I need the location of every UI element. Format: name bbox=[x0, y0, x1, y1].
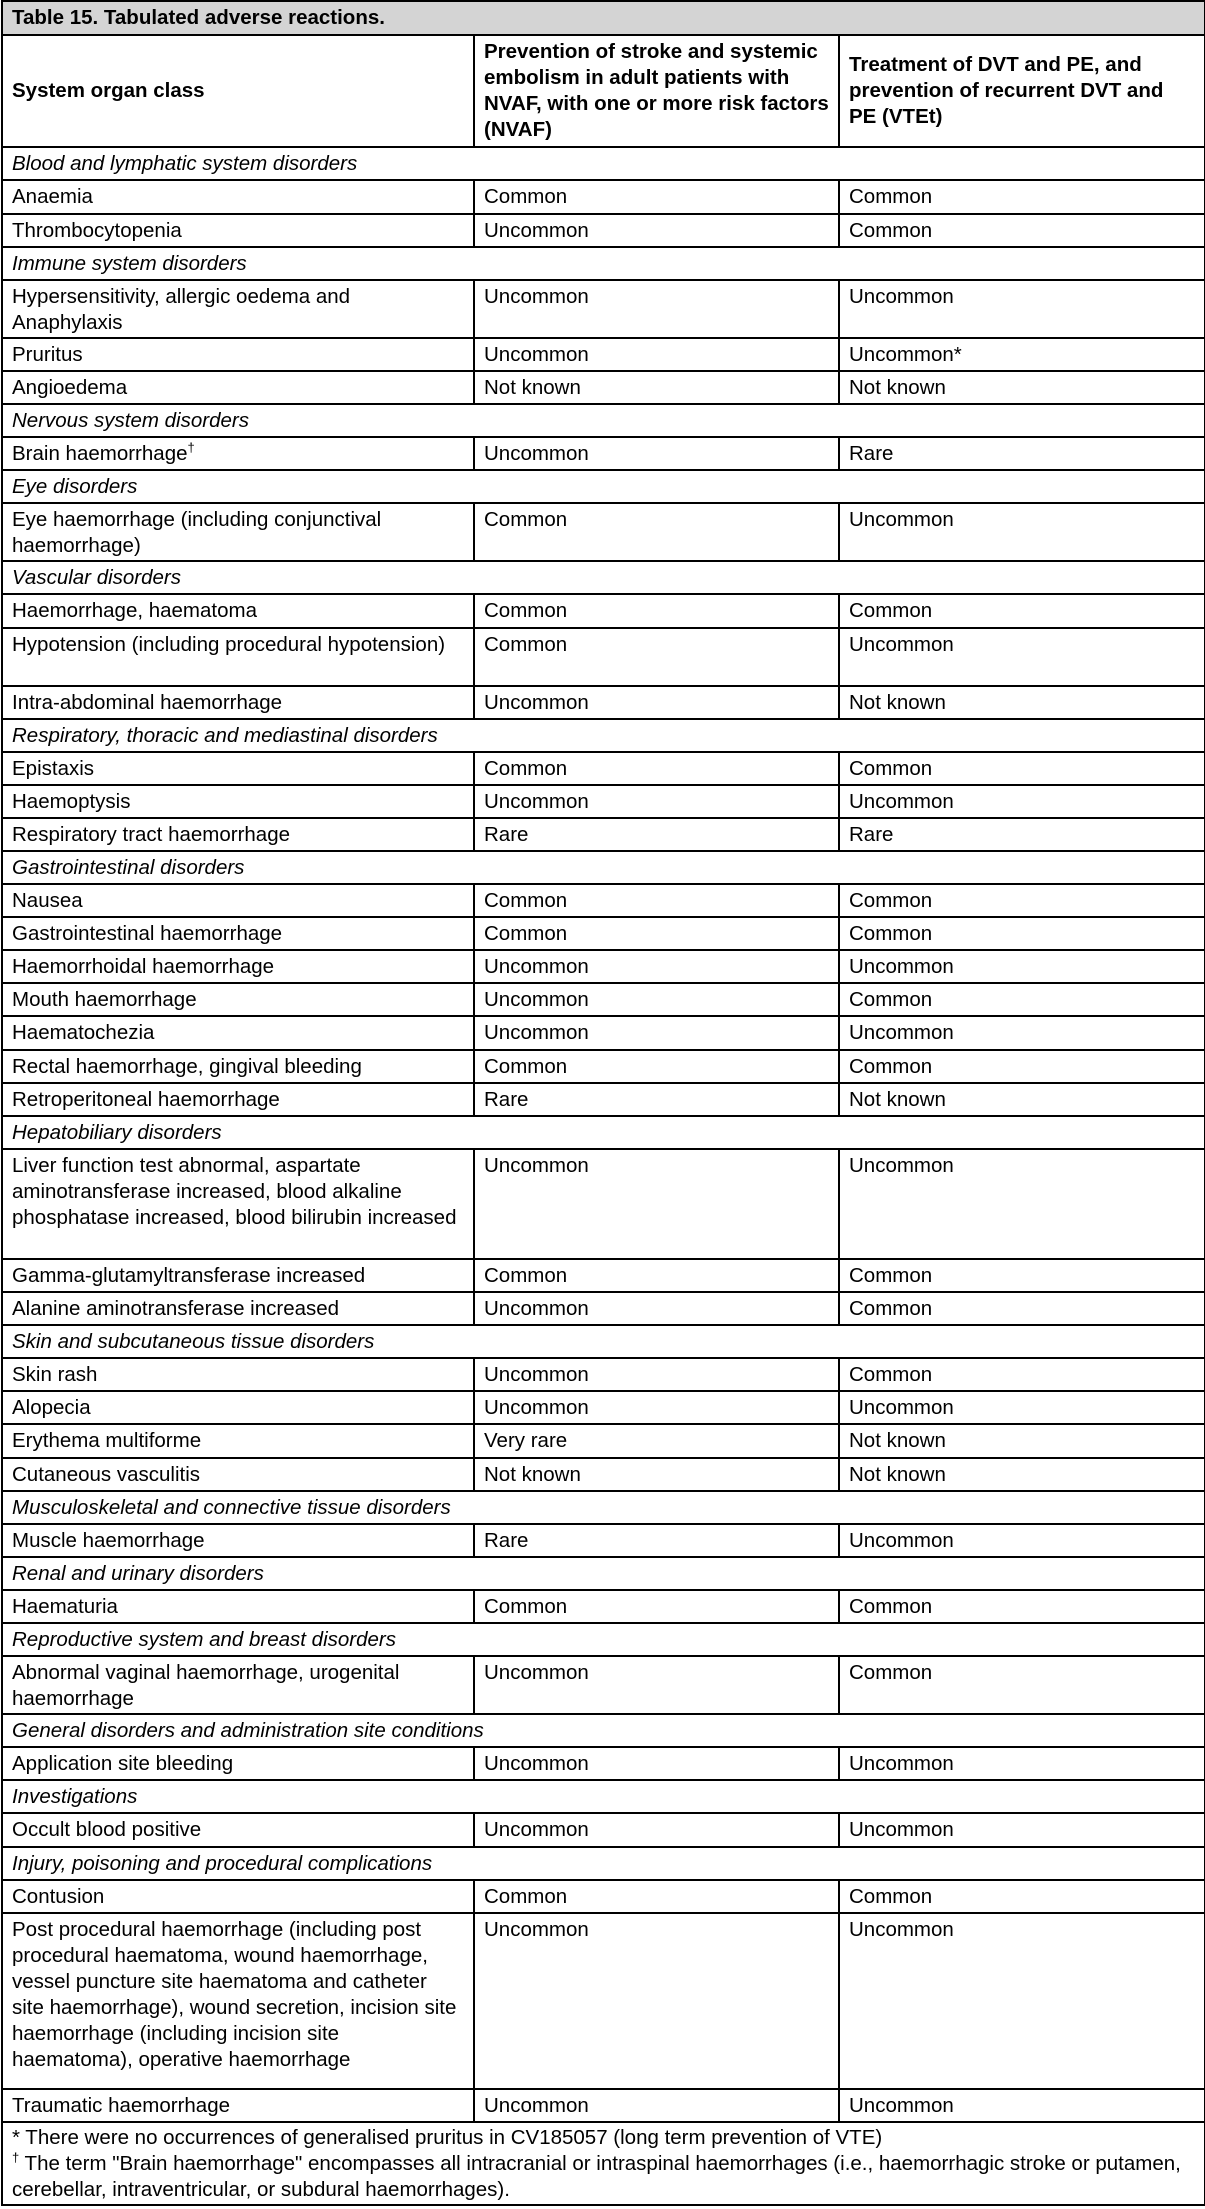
reaction-name: Hypotension (including procedural hypotension) bbox=[12, 632, 446, 656]
reaction-name: Post procedural haemorrhage (including post procedural haematoma, wound haemorrhage, vessel puncture site haematoma and catheter site haemorrhage), wound secretion, incision site haemorrhage (including incision site haematoma), operative haemorrhage bbox=[12, 1917, 457, 2071]
footnote bbox=[12, 2151, 1195, 2203]
vtet-frequency: Common bbox=[839, 1259, 1205, 1292]
table-row bbox=[2, 983, 1205, 1016]
nvaf-frequency: Common bbox=[474, 503, 839, 561]
table-row bbox=[2, 785, 1205, 818]
vtet-frequency: Common bbox=[839, 917, 1205, 950]
reaction-cell bbox=[2, 917, 474, 950]
nvaf-frequency: Rare bbox=[474, 818, 839, 851]
reaction-name: Haemorrhage, haematoma bbox=[12, 599, 257, 623]
reaction-cell bbox=[2, 752, 474, 785]
nvaf-frequency: Common bbox=[474, 917, 839, 950]
vtet-frequency: Uncommon bbox=[839, 1913, 1205, 2089]
table-row bbox=[2, 752, 1205, 785]
reaction-cell bbox=[2, 1590, 474, 1623]
category-row bbox=[2, 1491, 1205, 1524]
table-row bbox=[2, 1590, 1205, 1623]
vtet-frequency: Not known bbox=[839, 1458, 1205, 1491]
category-label: Immune system disorders bbox=[2, 247, 1205, 280]
reaction-cell bbox=[2, 1292, 474, 1325]
reaction-cell bbox=[2, 1524, 474, 1557]
nvaf-frequency: Uncommon bbox=[474, 1747, 839, 1780]
reaction-name: Contusion bbox=[12, 1884, 105, 1908]
nvaf-frequency: Uncommon bbox=[474, 437, 839, 470]
nvaf-frequency: Common bbox=[474, 1050, 839, 1083]
vtet-frequency: Uncommon bbox=[839, 1391, 1205, 1424]
nvaf-frequency: Uncommon bbox=[474, 2089, 839, 2122]
table-row bbox=[2, 503, 1205, 561]
reaction-cell bbox=[2, 1358, 474, 1391]
reaction-cell bbox=[2, 371, 474, 404]
reaction-name: Rectal haemorrhage, gingival bleeding bbox=[12, 1054, 362, 1078]
reaction-cell bbox=[2, 1458, 474, 1491]
vtet-frequency: Rare bbox=[839, 437, 1205, 470]
adverse-reactions-table bbox=[1, 0, 1205, 2206]
reaction-cell bbox=[2, 1050, 474, 1083]
category-row bbox=[2, 470, 1205, 503]
reaction-cell bbox=[2, 437, 474, 470]
footnote-mark: † bbox=[12, 2150, 20, 2166]
nvaf-frequency: Uncommon bbox=[474, 950, 839, 983]
vtet-frequency: Uncommon bbox=[839, 1747, 1205, 1780]
category-row bbox=[2, 1847, 1205, 1880]
nvaf-frequency: Uncommon bbox=[474, 1813, 839, 1846]
reaction-name: Anaemia bbox=[12, 185, 93, 209]
reaction-cell bbox=[2, 1016, 474, 1049]
table-row bbox=[2, 628, 1205, 686]
reaction-name: Muscle haemorrhage bbox=[12, 1528, 205, 1552]
reaction-cell bbox=[2, 1880, 474, 1913]
table-row bbox=[2, 1913, 1205, 2089]
vtet-frequency: Not known bbox=[839, 1424, 1205, 1457]
footnote-mark: * bbox=[12, 2126, 20, 2150]
nvaf-frequency: Uncommon bbox=[474, 1016, 839, 1049]
category-label: Renal and urinary disorders bbox=[2, 1557, 1205, 1590]
category-label: Respiratory, thoracic and mediastinal disorders bbox=[2, 719, 1205, 752]
vtet-frequency: Uncommon bbox=[839, 503, 1205, 561]
vtet-frequency: Uncommon bbox=[839, 1016, 1205, 1049]
nvaf-frequency: Common bbox=[474, 884, 839, 917]
category-row bbox=[2, 1116, 1205, 1149]
nvaf-frequency: Uncommon bbox=[474, 1358, 839, 1391]
category-row bbox=[2, 1557, 1205, 1590]
vtet-frequency: Uncommon bbox=[839, 2089, 1205, 2122]
reaction-name: Thrombocytopenia bbox=[12, 218, 182, 242]
reaction-name: Retroperitoneal haemorrhage bbox=[12, 1087, 280, 1111]
table-row bbox=[2, 1524, 1205, 1557]
reaction-name: Haematuria bbox=[12, 1594, 118, 1618]
nvaf-frequency: Common bbox=[474, 1880, 839, 1913]
category-label: Hepatobiliary disorders bbox=[2, 1116, 1205, 1149]
reaction-cell bbox=[2, 503, 474, 561]
category-label: Vascular disorders bbox=[2, 561, 1205, 594]
category-label: Nervous system disorders bbox=[2, 404, 1205, 437]
table-row bbox=[2, 1083, 1205, 1116]
reaction-cell bbox=[2, 1149, 474, 1259]
vtet-frequency: Common bbox=[839, 752, 1205, 785]
nvaf-frequency: Common bbox=[474, 1259, 839, 1292]
reaction-cell bbox=[2, 338, 474, 371]
vtet-frequency: Not known bbox=[839, 1083, 1205, 1116]
nvaf-frequency: Uncommon bbox=[474, 1913, 839, 2089]
reaction-cell bbox=[2, 1259, 474, 1292]
reaction-name: Skin rash bbox=[12, 1363, 98, 1387]
category-label: Musculoskeletal and connective tissue disorders bbox=[2, 1491, 1205, 1524]
table-body bbox=[2, 1, 1205, 2205]
nvaf-frequency: Uncommon bbox=[474, 338, 839, 371]
reaction-cell bbox=[2, 1813, 474, 1846]
reaction-name: Alopecia bbox=[12, 1396, 91, 1420]
reaction-name: Haemoptysis bbox=[12, 789, 131, 813]
reaction-cell bbox=[2, 628, 474, 686]
nvaf-frequency: Common bbox=[474, 180, 839, 213]
reaction-name: Gastrointestinal haemorrhage bbox=[12, 922, 283, 946]
nvaf-frequency: Uncommon bbox=[474, 1391, 839, 1424]
table-row bbox=[2, 818, 1205, 851]
table-row bbox=[2, 1149, 1205, 1259]
table-row bbox=[2, 1050, 1205, 1083]
reaction-name: Brain haemorrhage bbox=[12, 442, 188, 466]
table-row bbox=[2, 1880, 1205, 1913]
category-row bbox=[2, 247, 1205, 280]
header-vtet: Treatment of DVT and PE, and prevention of recurrent DVT and PE (VTEt) bbox=[839, 35, 1205, 147]
reaction-name: Erythema multiforme bbox=[12, 1429, 202, 1453]
reaction-cell bbox=[2, 884, 474, 917]
reaction-name: Pruritus bbox=[12, 342, 83, 366]
category-label: Injury, poisoning and procedural complications bbox=[2, 1847, 1205, 1880]
nvaf-frequency: Not known bbox=[474, 1458, 839, 1491]
table-row bbox=[2, 1292, 1205, 1325]
table-row bbox=[2, 884, 1205, 917]
table-row bbox=[2, 180, 1205, 213]
vtet-frequency: Uncommon bbox=[839, 1149, 1205, 1259]
nvaf-frequency: Uncommon bbox=[474, 1292, 839, 1325]
reaction-cell bbox=[2, 983, 474, 1016]
reaction-name: Gamma-glutamyltransferase increased bbox=[12, 1264, 366, 1288]
vtet-frequency: Common bbox=[839, 1050, 1205, 1083]
vtet-frequency: Common bbox=[839, 884, 1205, 917]
reaction-name: Application site bleeding bbox=[12, 1752, 234, 1776]
category-label: Eye disorders bbox=[2, 470, 1205, 503]
caption-row bbox=[2, 1, 1205, 35]
header-system-organ-class: System organ class bbox=[2, 35, 474, 147]
nvaf-frequency: Uncommon bbox=[474, 686, 839, 719]
category-label: Gastrointestinal disorders bbox=[2, 851, 1205, 884]
vtet-frequency: Uncommon bbox=[839, 950, 1205, 983]
vtet-frequency: Uncommon* bbox=[839, 338, 1205, 371]
nvaf-frequency: Common bbox=[474, 1590, 839, 1623]
vtet-frequency: Common bbox=[839, 1292, 1205, 1325]
nvaf-frequency: Uncommon bbox=[474, 1149, 839, 1259]
vtet-frequency: Uncommon bbox=[839, 1813, 1205, 1846]
reaction-cell bbox=[2, 950, 474, 983]
category-label: Reproductive system and breast disorders bbox=[2, 1623, 1205, 1656]
reaction-name: Haematochezia bbox=[12, 1021, 155, 1045]
vtet-frequency: Common bbox=[839, 214, 1205, 247]
table-row bbox=[2, 950, 1205, 983]
vtet-frequency: Rare bbox=[839, 818, 1205, 851]
reaction-name: Alanine aminotransferase increased bbox=[12, 1297, 340, 1321]
category-row bbox=[2, 147, 1205, 180]
reaction-cell bbox=[2, 180, 474, 213]
category-row bbox=[2, 404, 1205, 437]
reaction-cell bbox=[2, 1913, 474, 2089]
vtet-frequency: Common bbox=[839, 1358, 1205, 1391]
category-row bbox=[2, 719, 1205, 752]
footnote-text: There were no occurrences of generalised pruritus in CV185057 (long term prevention of VTE) bbox=[19, 2126, 883, 2150]
nvaf-frequency: Uncommon bbox=[474, 1656, 839, 1714]
reaction-cell bbox=[2, 1656, 474, 1714]
table-row bbox=[2, 338, 1205, 371]
category-label: Investigations bbox=[2, 1780, 1205, 1813]
vtet-frequency: Uncommon bbox=[839, 628, 1205, 686]
reaction-name: Liver function test abnormal, aspartate aminotransferase increased, blood alkaline phosphatase increased, blood bilirubin increased bbox=[12, 1153, 457, 1229]
vtet-frequency: Common bbox=[839, 983, 1205, 1016]
reaction-name: Hypersensitivity, allergic oedema and Anaphylaxis bbox=[12, 284, 351, 334]
nvaf-frequency: Uncommon bbox=[474, 214, 839, 247]
table-row bbox=[2, 371, 1205, 404]
footnote bbox=[12, 2125, 1195, 2151]
table-row bbox=[2, 917, 1205, 950]
table-row bbox=[2, 1016, 1205, 1049]
header-nvaf: Prevention of stroke and systemic embolism in adult patients with NVAF, with one or more risk factors (NVAF) bbox=[474, 35, 839, 147]
reaction-cell bbox=[2, 1747, 474, 1780]
vtet-frequency: Uncommon bbox=[839, 1524, 1205, 1557]
reaction-name: Nausea bbox=[12, 889, 83, 913]
table-row bbox=[2, 1424, 1205, 1457]
nvaf-frequency: Uncommon bbox=[474, 280, 839, 338]
table-row bbox=[2, 280, 1205, 338]
category-row bbox=[2, 561, 1205, 594]
table-caption: Table 15. Tabulated adverse reactions. bbox=[2, 1, 1205, 35]
category-label: Blood and lymphatic system disorders bbox=[2, 147, 1205, 180]
vtet-frequency: Not known bbox=[839, 371, 1205, 404]
reaction-cell bbox=[2, 594, 474, 627]
table-row bbox=[2, 594, 1205, 627]
category-row bbox=[2, 1714, 1205, 1747]
reaction-cell bbox=[2, 1083, 474, 1116]
category-label: General disorders and administration site conditions bbox=[2, 1714, 1205, 1747]
vtet-frequency: Common bbox=[839, 1656, 1205, 1714]
table-row bbox=[2, 437, 1205, 470]
table-row bbox=[2, 1358, 1205, 1391]
reaction-cell bbox=[2, 280, 474, 338]
reaction-name: Occult blood positive bbox=[12, 1818, 202, 1842]
vtet-frequency: Common bbox=[839, 1880, 1205, 1913]
reaction-name: Mouth haemorrhage bbox=[12, 988, 197, 1012]
footnote-text: The term "Brain haemorrhage" encompasses all intracranial or intraspinal haemorrhages (i.e., haemorrhagic stroke or putamen, cerebellar, intraventricular, or subdural haemorrhages). bbox=[12, 2152, 1181, 2202]
nvaf-frequency: Very rare bbox=[474, 1424, 839, 1457]
nvaf-frequency: Common bbox=[474, 752, 839, 785]
nvaf-frequency: Uncommon bbox=[474, 785, 839, 818]
vtet-frequency: Not known bbox=[839, 686, 1205, 719]
table-row bbox=[2, 686, 1205, 719]
reaction-name: Cutaneous vasculitis bbox=[12, 1462, 201, 1486]
vtet-frequency: Common bbox=[839, 594, 1205, 627]
vtet-frequency: Common bbox=[839, 180, 1205, 213]
reaction-name: Eye haemorrhage (including conjunctival haemorrhage) bbox=[12, 508, 382, 558]
reaction-name: Haemorrhoidal haemorrhage bbox=[12, 955, 275, 979]
footnote-marker: † bbox=[187, 440, 195, 456]
nvaf-frequency: Rare bbox=[474, 1083, 839, 1116]
category-row bbox=[2, 1780, 1205, 1813]
nvaf-frequency: Not known bbox=[474, 371, 839, 404]
reaction-name: Angioedema bbox=[12, 375, 128, 399]
table-row bbox=[2, 1259, 1205, 1292]
header-row bbox=[2, 35, 1205, 147]
category-row bbox=[2, 1325, 1205, 1358]
reaction-name: Traumatic haemorrhage bbox=[12, 2094, 231, 2118]
table-row bbox=[2, 1656, 1205, 1714]
reaction-cell bbox=[2, 1424, 474, 1457]
reaction-name: Abnormal vaginal haemorrhage, urogenital haemorrhage bbox=[12, 1661, 400, 1711]
vtet-frequency: Uncommon bbox=[839, 785, 1205, 818]
nvaf-frequency: Common bbox=[474, 594, 839, 627]
vtet-frequency: Common bbox=[839, 1590, 1205, 1623]
reaction-cell bbox=[2, 214, 474, 247]
table-row bbox=[2, 214, 1205, 247]
category-row bbox=[2, 851, 1205, 884]
reaction-name: Intra-abdominal haemorrhage bbox=[12, 690, 283, 714]
table-row bbox=[2, 1391, 1205, 1424]
reaction-cell bbox=[2, 2089, 474, 2122]
footnotes-row bbox=[2, 2122, 1205, 2205]
nvaf-frequency: Uncommon bbox=[474, 983, 839, 1016]
reaction-cell bbox=[2, 818, 474, 851]
reaction-cell bbox=[2, 686, 474, 719]
table-row bbox=[2, 1458, 1205, 1491]
table-row bbox=[2, 1813, 1205, 1846]
nvaf-frequency: Common bbox=[474, 628, 839, 686]
category-label: Skin and subcutaneous tissue disorders bbox=[2, 1325, 1205, 1358]
reaction-cell bbox=[2, 1391, 474, 1424]
table-row bbox=[2, 1747, 1205, 1780]
category-row bbox=[2, 1623, 1205, 1656]
reaction-name: Epistaxis bbox=[12, 756, 95, 780]
footnotes bbox=[2, 2122, 1205, 2205]
nvaf-frequency: Rare bbox=[474, 1524, 839, 1557]
table-row bbox=[2, 2089, 1205, 2122]
reaction-cell bbox=[2, 785, 474, 818]
reaction-name: Respiratory tract haemorrhage bbox=[12, 823, 291, 847]
vtet-frequency: Uncommon bbox=[839, 280, 1205, 338]
